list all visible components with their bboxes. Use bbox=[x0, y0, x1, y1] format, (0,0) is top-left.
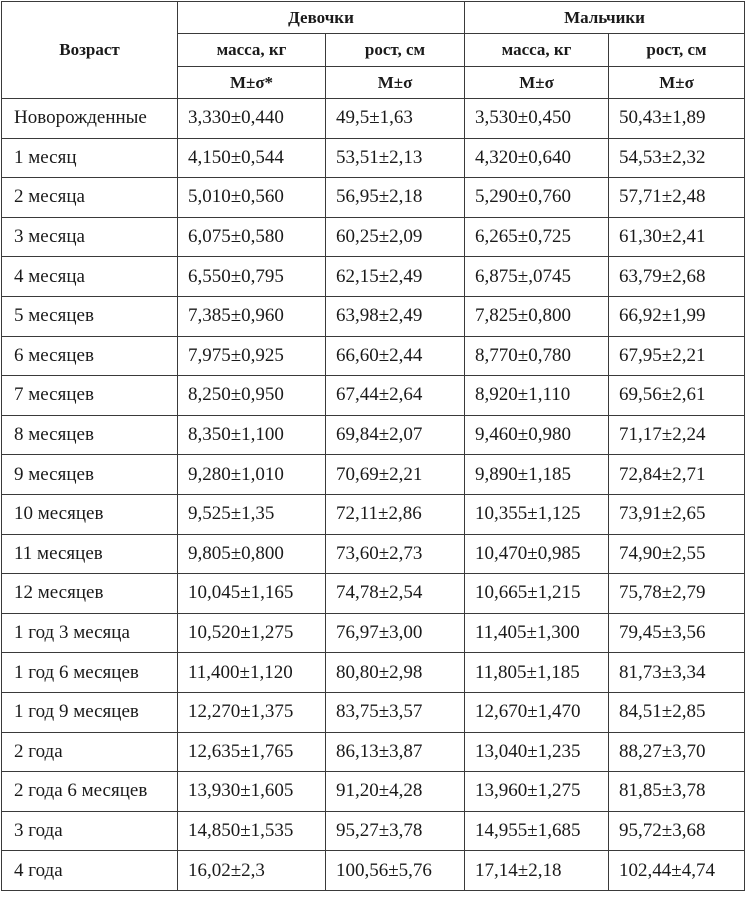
cell-boys-height: 81,73±3,34 bbox=[609, 653, 745, 693]
cell-boys-mass: 11,405±1,300 bbox=[465, 613, 609, 653]
cell-girls-height: 76,97±3,00 bbox=[326, 613, 465, 653]
cell-boys-height: 72,84±2,71 bbox=[609, 455, 745, 495]
cell-age: 12 месяцев bbox=[2, 574, 178, 614]
cell-boys-mass: 4,320±0,640 bbox=[465, 138, 609, 178]
cell-age: 3 года bbox=[2, 811, 178, 851]
table-row bbox=[2, 376, 745, 416]
cell-boys-height: 67,95±2,21 bbox=[609, 336, 745, 376]
cell-boys-mass: 10,665±1,215 bbox=[465, 574, 609, 614]
cell-age: 4 года bbox=[2, 851, 178, 891]
header-boys-height: рост, см bbox=[609, 34, 745, 67]
cell-boys-height: 71,17±2,24 bbox=[609, 415, 745, 455]
cell-age: 1 год 3 месяца bbox=[2, 613, 178, 653]
cell-boys-mass: 12,670±1,470 bbox=[465, 692, 609, 732]
table-row bbox=[2, 99, 745, 139]
table-row bbox=[2, 574, 745, 614]
cell-girls-height: 95,27±3,78 bbox=[326, 811, 465, 851]
cell-girls-height: 73,60±2,73 bbox=[326, 534, 465, 574]
cell-girls-mass: 10,045±1,165 bbox=[178, 574, 326, 614]
cell-girls-height: 100,56±5,76 bbox=[326, 851, 465, 891]
cell-boys-mass: 10,470±0,985 bbox=[465, 534, 609, 574]
cell-girls-height: 60,25±2,09 bbox=[326, 217, 465, 257]
cell-boys-mass: 8,920±1,110 bbox=[465, 376, 609, 416]
cell-boys-mass: 10,355±1,125 bbox=[465, 494, 609, 534]
growth-table bbox=[1, 1, 745, 891]
cell-boys-mass: 6,265±0,725 bbox=[465, 217, 609, 257]
cell-girls-mass: 6,550±0,795 bbox=[178, 257, 326, 297]
cell-girls-height: 80,80±2,98 bbox=[326, 653, 465, 693]
cell-girls-mass: 9,805±0,800 bbox=[178, 534, 326, 574]
cell-age: 10 месяцев bbox=[2, 494, 178, 534]
cell-boys-mass: 13,960±1,275 bbox=[465, 772, 609, 812]
cell-girls-mass: 8,350±1,100 bbox=[178, 415, 326, 455]
cell-boys-height: 84,51±2,85 bbox=[609, 692, 745, 732]
cell-girls-mass: 12,270±1,375 bbox=[178, 692, 326, 732]
cell-boys-height: 95,72±3,68 bbox=[609, 811, 745, 851]
cell-age: 11 месяцев bbox=[2, 534, 178, 574]
cell-boys-height: 69,56±2,61 bbox=[609, 376, 745, 416]
cell-girls-height: 66,60±2,44 bbox=[326, 336, 465, 376]
cell-boys-mass: 6,875±,0745 bbox=[465, 257, 609, 297]
table-row bbox=[2, 257, 745, 297]
table-row bbox=[2, 138, 745, 178]
cell-age: 6 месяцев bbox=[2, 336, 178, 376]
cell-girls-height: 69,84±2,07 bbox=[326, 415, 465, 455]
cell-boys-height: 73,91±2,65 bbox=[609, 494, 745, 534]
cell-girls-height: 86,13±3,87 bbox=[326, 732, 465, 772]
cell-girls-mass: 10,520±1,275 bbox=[178, 613, 326, 653]
cell-girls-mass: 9,280±1,010 bbox=[178, 455, 326, 495]
header-girls-height-stat: M±σ bbox=[326, 67, 465, 99]
cell-girls-height: 74,78±2,54 bbox=[326, 574, 465, 614]
cell-girls-mass: 9,525±1,35 bbox=[178, 494, 326, 534]
header-boys-height-stat: M±σ bbox=[609, 67, 745, 99]
cell-boys-mass: 9,460±0,980 bbox=[465, 415, 609, 455]
table-row bbox=[2, 772, 745, 812]
header-girls-mass: масса, кг bbox=[178, 34, 326, 67]
cell-boys-height: 79,45±3,56 bbox=[609, 613, 745, 653]
cell-boys-mass: 17,14±2,18 bbox=[465, 851, 609, 891]
cell-boys-height: 54,53±2,32 bbox=[609, 138, 745, 178]
cell-age: 1 год 9 месяцев bbox=[2, 692, 178, 732]
table-row bbox=[2, 613, 745, 653]
cell-girls-mass: 7,385±0,960 bbox=[178, 296, 326, 336]
table-header bbox=[2, 2, 745, 99]
table-row bbox=[2, 455, 745, 495]
cell-age: 4 месяца bbox=[2, 257, 178, 297]
header-girls-mass-stat: M±σ* bbox=[178, 67, 326, 99]
cell-girls-mass: 3,330±0,440 bbox=[178, 99, 326, 139]
header-girls: Девочки bbox=[178, 2, 465, 34]
cell-girls-height: 91,20±4,28 bbox=[326, 772, 465, 812]
cell-age: 2 месяца bbox=[2, 178, 178, 218]
table-row bbox=[2, 336, 745, 376]
cell-boys-mass: 5,290±0,760 bbox=[465, 178, 609, 218]
header-boys: Мальчики bbox=[465, 2, 745, 34]
table-row bbox=[2, 217, 745, 257]
table-row bbox=[2, 296, 745, 336]
cell-age: 7 месяцев bbox=[2, 376, 178, 416]
header-boys-mass-stat: M±σ bbox=[465, 67, 609, 99]
table-row bbox=[2, 811, 745, 851]
cell-age: 2 года 6 месяцев bbox=[2, 772, 178, 812]
header-boys-mass: масса, кг bbox=[465, 34, 609, 67]
cell-boys-height: 81,85±3,78 bbox=[609, 772, 745, 812]
cell-age: 9 месяцев bbox=[2, 455, 178, 495]
cell-age: 2 года bbox=[2, 732, 178, 772]
cell-girls-height: 56,95±2,18 bbox=[326, 178, 465, 218]
table-row bbox=[2, 178, 745, 218]
table-row bbox=[2, 534, 745, 574]
cell-girls-height: 72,11±2,86 bbox=[326, 494, 465, 534]
cell-age: 5 месяцев bbox=[2, 296, 178, 336]
cell-girls-height: 83,75±3,57 bbox=[326, 692, 465, 732]
cell-boys-mass: 11,805±1,185 bbox=[465, 653, 609, 693]
cell-girls-height: 62,15±2,49 bbox=[326, 257, 465, 297]
cell-boys-height: 88,27±3,70 bbox=[609, 732, 745, 772]
cell-boys-height: 74,90±2,55 bbox=[609, 534, 745, 574]
cell-girls-mass: 11,400±1,120 bbox=[178, 653, 326, 693]
cell-girls-height: 53,51±2,13 bbox=[326, 138, 465, 178]
cell-age: 3 месяца bbox=[2, 217, 178, 257]
table-row bbox=[2, 415, 745, 455]
table-body bbox=[2, 99, 745, 891]
cell-girls-mass: 13,930±1,605 bbox=[178, 772, 326, 812]
cell-boys-mass: 13,040±1,235 bbox=[465, 732, 609, 772]
cell-age: 1 год 6 месяцев bbox=[2, 653, 178, 693]
cell-boys-mass: 3,530±0,450 bbox=[465, 99, 609, 139]
table-row bbox=[2, 494, 745, 534]
cell-girls-height: 49,5±1,63 bbox=[326, 99, 465, 139]
cell-boys-height: 57,71±2,48 bbox=[609, 178, 745, 218]
table-row bbox=[2, 653, 745, 693]
cell-girls-mass: 5,010±0,560 bbox=[178, 178, 326, 218]
cell-girls-mass: 16,02±2,3 bbox=[178, 851, 326, 891]
cell-boys-height: 66,92±1,99 bbox=[609, 296, 745, 336]
cell-girls-mass: 4,150±0,544 bbox=[178, 138, 326, 178]
header-girls-height: рост, см bbox=[326, 34, 465, 67]
cell-girls-height: 63,98±2,49 bbox=[326, 296, 465, 336]
cell-boys-height: 63,79±2,68 bbox=[609, 257, 745, 297]
cell-boys-height: 50,43±1,89 bbox=[609, 99, 745, 139]
cell-girls-height: 67,44±2,64 bbox=[326, 376, 465, 416]
cell-boys-mass: 7,825±0,800 bbox=[465, 296, 609, 336]
header-row-groups bbox=[2, 2, 745, 34]
table-row bbox=[2, 851, 745, 891]
cell-boys-height: 75,78±2,79 bbox=[609, 574, 745, 614]
cell-boys-height: 61,30±2,41 bbox=[609, 217, 745, 257]
table-row bbox=[2, 732, 745, 772]
cell-girls-mass: 14,850±1,535 bbox=[178, 811, 326, 851]
cell-boys-mass: 14,955±1,685 bbox=[465, 811, 609, 851]
header-age: Возраст bbox=[2, 2, 178, 99]
cell-boys-mass: 9,890±1,185 bbox=[465, 455, 609, 495]
cell-boys-height: 102,44±4,74 bbox=[609, 851, 745, 891]
cell-boys-mass: 8,770±0,780 bbox=[465, 336, 609, 376]
cell-age: 1 месяц bbox=[2, 138, 178, 178]
cell-girls-mass: 8,250±0,950 bbox=[178, 376, 326, 416]
cell-age: Новорожденные bbox=[2, 99, 178, 139]
cell-girls-mass: 7,975±0,925 bbox=[178, 336, 326, 376]
cell-girls-mass: 12,635±1,765 bbox=[178, 732, 326, 772]
cell-girls-height: 70,69±2,21 bbox=[326, 455, 465, 495]
cell-girls-mass: 6,075±0,580 bbox=[178, 217, 326, 257]
cell-age: 8 месяцев bbox=[2, 415, 178, 455]
table-row bbox=[2, 692, 745, 732]
